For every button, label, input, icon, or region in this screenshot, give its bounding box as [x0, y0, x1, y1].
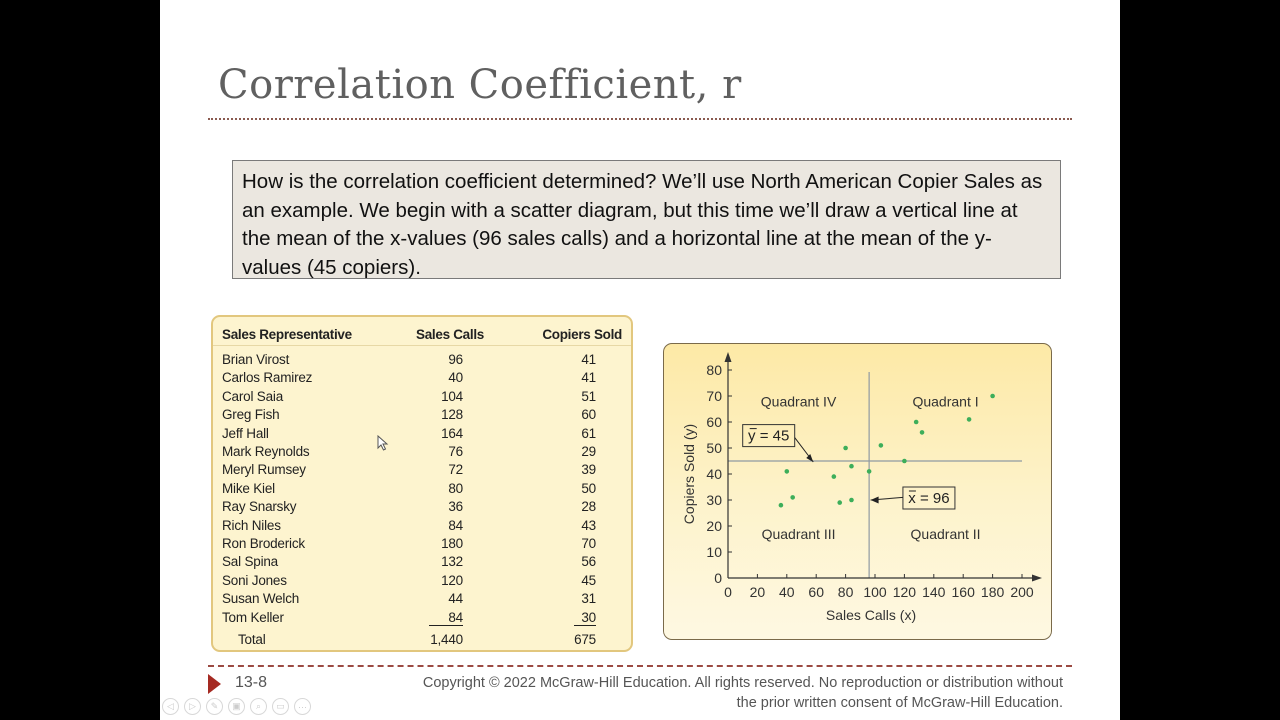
sales-data-table	[211, 315, 633, 652]
y-axis-label: Copiers Sold (y)	[681, 423, 697, 525]
x-axis-label: Sales Calls (x)	[825, 607, 917, 623]
x-tick-label: 20	[749, 584, 766, 600]
mean-x-annotation: x = 96	[908, 490, 950, 507]
chevron-right-icon: ▷	[189, 701, 196, 711]
copiers-sold-value: 61	[581, 425, 596, 441]
rep-name: Susan Welch	[222, 591, 300, 607]
page-number: 13-8	[235, 674, 268, 691]
rep-name: Ron Broderick	[222, 536, 305, 551]
total-copiers-sold: 675	[574, 632, 596, 647]
x-tick-label: 0	[724, 584, 732, 600]
rep-name: Carlos Ramirez	[222, 370, 313, 386]
scatter-chart-svg	[664, 344, 1053, 641]
x-tick-label: 80	[837, 584, 854, 600]
table-row	[213, 407, 631, 425]
data-point	[967, 417, 972, 422]
data-point	[902, 459, 907, 464]
table-row	[213, 389, 631, 407]
table-row	[213, 352, 631, 370]
table-row	[213, 499, 631, 517]
sales-calls-value: 76	[448, 444, 463, 459]
sales-calls-value: 44	[448, 591, 463, 607]
sales-calls-value: 40	[448, 370, 463, 386]
quadrant-ii-label: Quadrant II	[910, 526, 981, 542]
copiers-sold-value: 31	[581, 591, 596, 607]
rep-name: Brian Virost	[222, 352, 290, 367]
chevron-left-icon: ◁	[167, 701, 174, 711]
rep-name: Tom Keller	[222, 609, 284, 625]
copiers-sold-value: 60	[581, 407, 596, 423]
copiers-sold-value: 29	[581, 444, 596, 459]
copiers-sold-value: 50	[581, 480, 596, 496]
data-point	[990, 394, 995, 399]
copyright-notice	[363, 673, 1063, 713]
subtitles-button[interactable]	[272, 698, 289, 715]
y-tick-label: 10	[706, 544, 722, 560]
data-point	[790, 495, 795, 500]
zoom-button[interactable]	[250, 698, 267, 715]
table-row	[213, 610, 631, 628]
x-axis-arrow-icon	[1032, 575, 1042, 582]
table-row	[213, 481, 631, 499]
sales-calls-value: 96	[448, 352, 463, 367]
table-row	[213, 536, 631, 554]
next-slide-button[interactable]	[184, 698, 201, 715]
data-point	[837, 500, 842, 505]
sales-calls-value: 84	[448, 517, 463, 533]
previous-slide-button[interactable]	[162, 698, 179, 715]
copiers-sold-value: 45	[581, 572, 596, 588]
table-row	[213, 370, 631, 388]
x-tick-label: 40	[779, 584, 795, 600]
scatter-diagram	[663, 343, 1052, 640]
table-row	[213, 573, 631, 591]
table-row	[213, 518, 631, 536]
sales-calls-value: 132	[441, 554, 463, 570]
quadrant-iii-label: Quadrant III	[761, 526, 836, 542]
x-tick-label: 100	[863, 584, 887, 600]
copiers-sold-value: 43	[581, 517, 596, 533]
more-options-button[interactable]	[294, 698, 311, 715]
quadrant-i-label: Quadrant I	[912, 393, 979, 410]
copiers-sold-value: 30	[574, 610, 596, 626]
sales-calls-value: 84	[429, 610, 463, 626]
sales-calls-value: 36	[448, 499, 463, 515]
mouse-cursor-icon	[377, 435, 389, 451]
triangle-bullet-icon	[208, 674, 221, 694]
data-point	[779, 503, 784, 508]
sales-calls-value: 120	[441, 572, 463, 588]
y-axis-arrow-icon	[725, 352, 732, 362]
sales-calls-value: 128	[441, 407, 463, 423]
table-header	[213, 317, 631, 346]
data-point	[843, 446, 848, 451]
copiers-sold-value: 51	[581, 388, 596, 404]
see-all-slides-button[interactable]	[228, 698, 245, 715]
copyright-line-1: Copyright © 2022 McGraw-Hill Education. All rights reserved. No reproduction or distribution without	[422, 675, 1063, 691]
data-point	[785, 469, 790, 474]
data-point	[920, 430, 925, 435]
table-row	[213, 554, 631, 572]
ellipsis-icon: ···	[298, 701, 307, 712]
copiers-sold-value: 39	[581, 462, 596, 478]
table-total-row	[213, 632, 631, 650]
y-tick-label: 30	[706, 492, 722, 508]
copiers-sold-value: 56	[581, 554, 596, 570]
slide-title: Correlation Coefficient, r	[218, 62, 742, 108]
rep-name: Soni Jones	[222, 572, 287, 588]
x-tick-label: 160	[951, 584, 975, 600]
data-point	[849, 498, 854, 503]
rep-name: Rich Niles	[222, 517, 281, 533]
footer-divider	[208, 665, 1072, 667]
table-row	[213, 444, 631, 462]
sales-calls-value: 80	[448, 480, 463, 496]
y-tick-label: 50	[706, 440, 722, 456]
rep-name: Ray Snarsky	[222, 499, 297, 515]
header-copiers-sold: Copiers Sold	[542, 327, 622, 342]
total-sales-calls: 1,440	[430, 632, 463, 647]
rep-name: Mike Kiel	[222, 480, 275, 496]
data-point	[867, 469, 872, 474]
x-tick-label: 140	[922, 584, 946, 600]
copiers-sold-value: 70	[581, 536, 596, 551]
rep-name: Meryl Rumsey	[222, 462, 306, 478]
slides-icon: ▣	[232, 701, 241, 711]
sales-calls-value: 180	[441, 536, 463, 551]
sales-calls-value: 164	[441, 425, 463, 441]
intro-text-box: How is the correlation coefficient determined? We’ll use North American Copier Sales as an example. We begin with a scatter diagram, but this time we’ll draw a vertical line at the mean of the x-values (96 sales calls) and a horizontal line at the mean of the y-values (45 copiers).	[232, 160, 1061, 279]
data-point	[914, 420, 919, 425]
title-divider	[208, 118, 1072, 120]
mean-y-annotation: y = 45	[748, 427, 790, 445]
y-tick-label: 70	[706, 388, 722, 404]
x-tick-label: 200	[1010, 584, 1034, 600]
copiers-sold-value: 28	[581, 499, 596, 515]
presentation-toolbar	[162, 698, 311, 715]
header-sales-representative: Sales Representative	[222, 327, 352, 342]
rep-name: Sal Spina	[222, 554, 278, 570]
table-row	[213, 426, 631, 444]
x-tick-label: 180	[980, 584, 1005, 600]
quadrant-iv-label: Quadrant IV	[760, 393, 837, 410]
rep-name: Jeff Hall	[222, 425, 269, 441]
y-tick-label: 80	[706, 362, 722, 378]
copiers-sold-value: 41	[581, 352, 596, 367]
header-sales-calls: Sales Calls	[416, 327, 484, 342]
y-tick-label: 20	[706, 518, 722, 534]
copiers-sold-value: 41	[581, 370, 596, 386]
x-tick-label: 120	[892, 584, 917, 600]
subtitles-icon: ▭	[276, 701, 285, 711]
copyright-line-2: the prior written consent of McGraw-Hill Education.	[736, 695, 1063, 711]
y-tick-label: 40	[706, 466, 722, 482]
y-tick-label: 0	[714, 570, 722, 586]
rep-name: Carol Saia	[222, 388, 284, 404]
table-row	[213, 591, 631, 609]
x-tick-label: 60	[808, 584, 824, 600]
sales-calls-value: 104	[441, 388, 463, 404]
magnifier-icon: ⌕	[255, 701, 262, 711]
table-row	[213, 462, 631, 480]
sales-calls-value: 72	[448, 462, 463, 478]
data-point	[832, 474, 837, 479]
y-tick-label: 60	[706, 414, 722, 430]
total-label: Total	[238, 632, 266, 647]
data-point	[879, 443, 884, 448]
slide	[160, 0, 1120, 720]
data-point	[849, 464, 854, 469]
rep-name: Mark Reynolds	[222, 444, 310, 459]
pen-button[interactable]	[206, 698, 223, 715]
rep-name: Greg Fish	[222, 407, 280, 423]
pen-icon: ✎	[210, 701, 219, 711]
